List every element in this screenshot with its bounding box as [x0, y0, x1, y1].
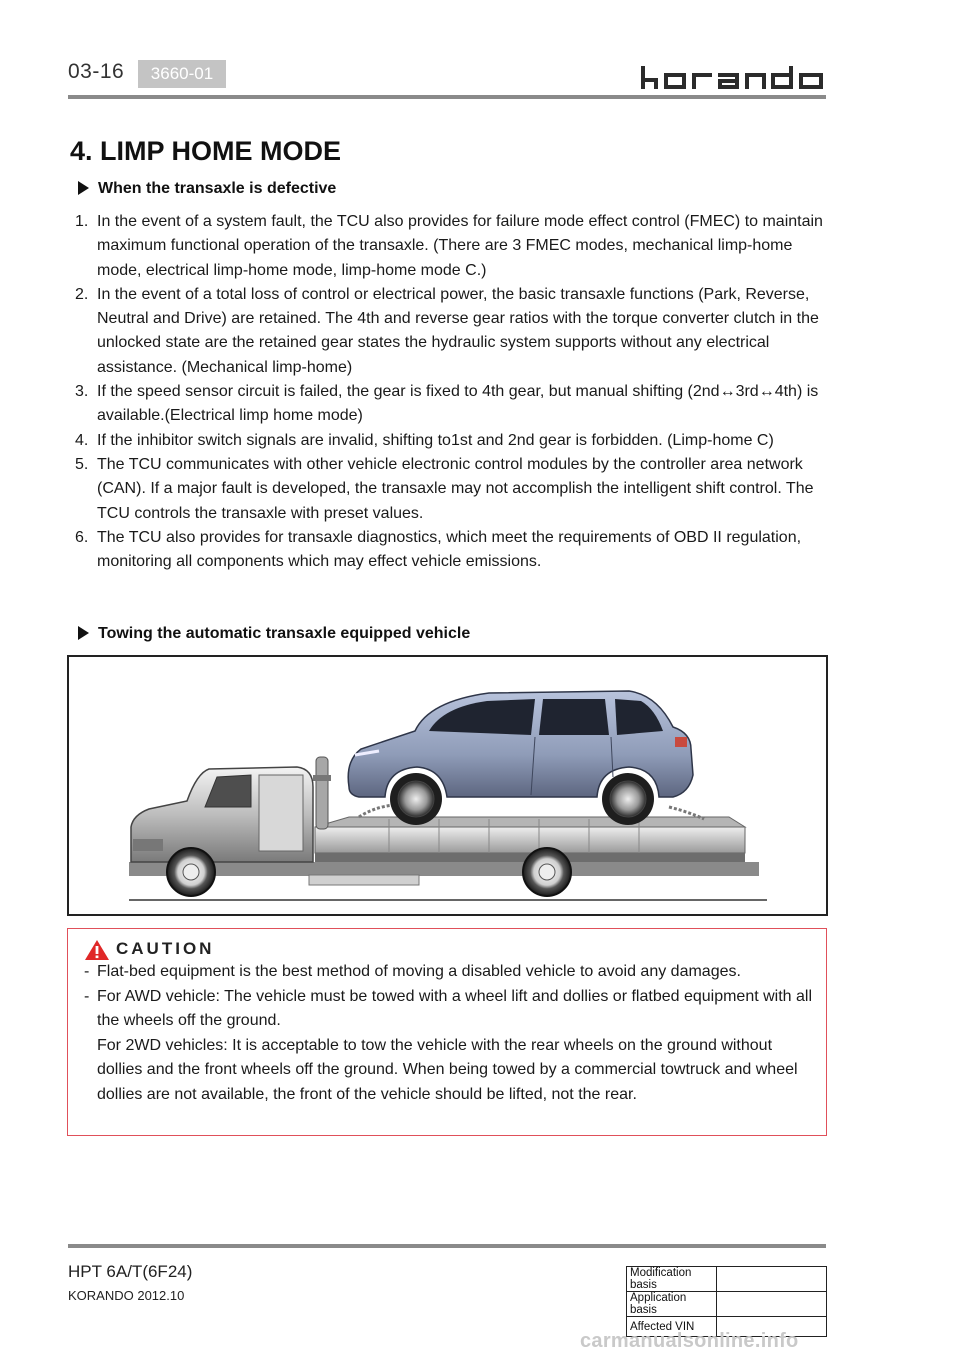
list-item — [70, 526, 830, 575]
item-text: The TCU communicates with other vehicle electronic control modules by the controller area network (CAN). If a major fault is developed, the transaxle may not accomplish the intelligent shift control. The TCU controls the transaxle with preset values. — [97, 455, 814, 522]
defective-heading — [78, 180, 336, 198]
item-text: If the speed sensor circuit is failed, the gear is fixed to 4th gear, but manual shifting (2nd↔3rd↔4th) is available.(Electrical limp home mode) — [97, 383, 819, 425]
flatbed-towing-illustration — [67, 655, 828, 916]
korando-logo — [640, 66, 826, 90]
footer-model: HPT 6A/T(6F24) — [68, 1262, 193, 1281]
watermark: carmanualsonline.info — [580, 1330, 799, 1352]
header-rule — [68, 95, 826, 99]
list-item — [70, 453, 830, 526]
caution-text: For AWD vehicle: The vehicle must be towed with a wheel lift and dollies or flatbed equipment with all the wheels off the ground. — [97, 987, 813, 1029]
list-item — [70, 429, 830, 453]
table-row — [627, 1292, 827, 1317]
warning-triangle-icon — [84, 939, 110, 961]
bullet-dash: - — [84, 963, 90, 980]
revision-value — [717, 1292, 827, 1317]
footer-rule — [68, 1244, 826, 1248]
item-number: 1. — [75, 213, 89, 230]
item-text: If the inhibitor switch signals are invalid, shifting to1st and 2nd gear is forbidden. (Limp-home C) — [97, 431, 774, 449]
revision-table — [626, 1266, 827, 1337]
revision-label: Modification basis — [627, 1267, 717, 1292]
bullet-dash: - — [84, 987, 90, 1005]
item-text: The TCU also provides for transaxle diagnostics, which meet the requirements of OBD II regulation, monitoring all components which may effect vehicle emissions. — [97, 528, 802, 571]
arrow-bullet-icon — [78, 626, 89, 640]
list-item — [70, 210, 830, 283]
towing-heading-text: Towing the automatic transaxle equipped vehicle — [98, 625, 471, 642]
table-row — [627, 1267, 827, 1292]
caution-list — [84, 960, 814, 1107]
caution-text: Flat-bed equipment is the best method of moving a disabled vehicle to avoid any damages. — [97, 963, 741, 980]
revision-label: Affected VIN — [627, 1317, 717, 1337]
item-number: 3. — [75, 383, 89, 401]
towing-heading — [78, 625, 470, 643]
arrow-bullet-icon — [78, 181, 89, 195]
page-title: 4. LIMP HOME MODE — [70, 136, 342, 166]
item-number: 2. — [75, 285, 89, 303]
page-number: 03-16 — [68, 60, 125, 83]
item-text: In the event of a system fault, the TCU also provides for failure mode effect control (FMEC) to maintain maximum functional operation of the transaxle. (There are 3 FMEC modes, mechanical limp-home mode, electrical limp-home mode, limp-home mode C.) — [97, 213, 823, 279]
list-item — [70, 283, 830, 380]
caution-text: For 2WD vehicles: It is acceptable to tow the vehicle with the rear wheels on the ground without dollies and the front wheels off the ground. When being towed by a commercial towtruck and wheel dollies are not available, the front of the vehicle should be lifted, not the rear. — [97, 1036, 798, 1103]
item-text: In the event of a total loss of control or electrical power, the basic transaxle functions (Park, Reverse, Neutral and Drive) are retained. The 4th and reverse gear ratios with the torque converter clutch in the unlocked state are the retained gear states the hydraulic system supports without any electrical assistance. (Mechanical limp-home) — [97, 285, 819, 376]
list-item — [84, 1034, 814, 1108]
defective-heading-text: When the transaxle is defective — [98, 180, 337, 197]
list-item — [70, 380, 830, 429]
list-item — [84, 960, 814, 985]
caution-title: CAUTION — [116, 939, 215, 958]
item-number: 5. — [75, 455, 89, 473]
footer-date: KORANDO 2012.10 — [68, 1288, 185, 1303]
section-code-badge: 3660-01 — [138, 60, 226, 88]
item-number: 4. — [75, 431, 89, 449]
list-item — [84, 985, 814, 1034]
revision-value — [717, 1267, 827, 1292]
item-number: 6. — [75, 528, 89, 546]
flatbed-truck-with-suv-image — [69, 657, 826, 914]
revision-label: Application basis — [627, 1292, 717, 1317]
fault-mode-list — [70, 210, 830, 574]
